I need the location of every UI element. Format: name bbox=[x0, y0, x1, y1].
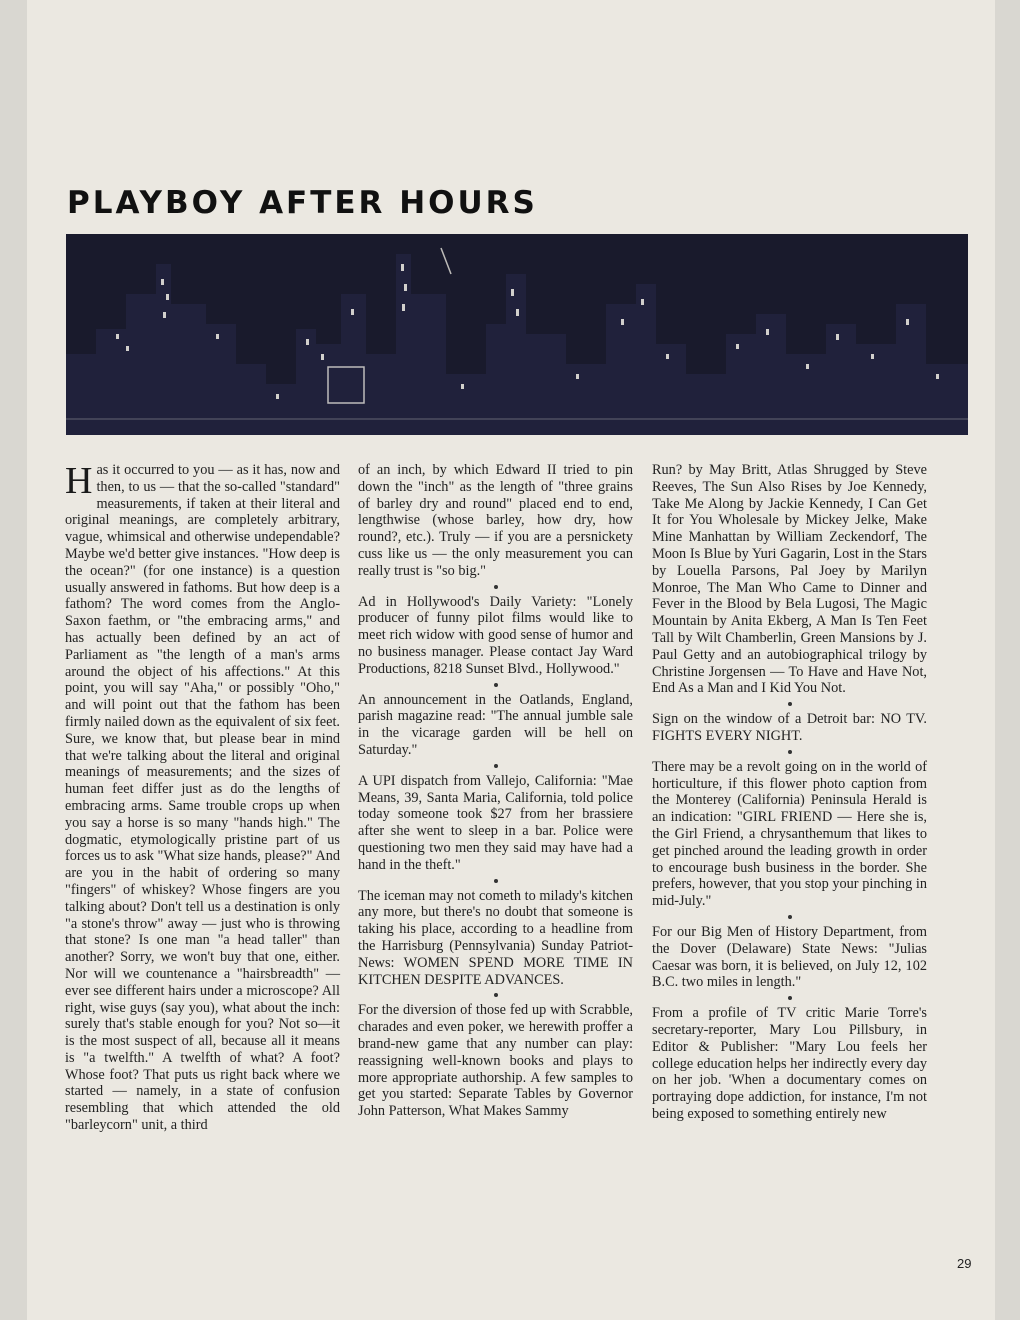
separator-dot bbox=[788, 996, 792, 1000]
page-number: 29 bbox=[957, 1256, 972, 1271]
article-column-3 bbox=[652, 462, 927, 1123]
paragraph-iceman: The iceman may not cometh to milady's kitchen any more, but there's no doubt that someone is taking his place, according to a headline from the Harrisburg (Pennsylvania) Sunday Patriot-News: WOMEN SPEND MORE TIME IN KITCHEN DESPITE ADVANCES. bbox=[358, 887, 633, 988]
separator-dot bbox=[494, 585, 498, 589]
paragraph-horticulture: There may be a revolt going on in the world of horticulture, if this flower photo caption from the Monterey (California) Peninsula Herald is an indication: "GIRL FRIEND — Here she is, the Girl Friend, a chrysanthemum that likes to get pinched around the leading growth in order to encourage bush business in the border. She prefers, however, that you stop your pinching in mid-July." bbox=[652, 758, 927, 910]
intro-text: as it occurred to you — as it has, now and then, to us — that the so-called "standard" measurements, if taken at their literal and original meanings, are completely arbitrary, vague, whimsical and otherwise undependable? Maybe we'd better give instances. "How deep is the ocean?" (for one instance) is a question usually answered in fathoms. But how deep is a fathom? The word comes from the Anglo-Saxon faethm, or "the embracing arms," and has actually been defined by an act of Parliament as "the length of a man's arms around the object of his affections." At this point, you will say "Aha," or possibly "Oho," and will point out that the fathom has been firmly nailed down as the equivalent of six feet. Sure, we know that, but please bear in mind that we're talking about the literal and original meanings of measurements; and the sizes of human feet differ just as do the lengths of embracing arms. Same trouble crops up when you say a horse is so many "hands high." The dogmatic, etymologically pristine part of us forces us to ask "What size hands, please?" And are you in the habit of ordering so many "fingers" of whiskey? Whose fingers are you talking about? Don't tell us a destination is only "a stone's throw" away — just who is throwing that stone? Is one man "a head taller" than another? Sorry, we won't buy that one, either. Nor will we countenance a "hairsbreadth" — ever see different hairs under a microscope? All right, wise guys (say you), what about the inch: surely that's stable enough for you? Not so—it is the most suspect of all, because all it means is "a twelfth." A twelfth of what? A foot? Whose foot? That puts us right back where we started — namely, in a state of confusion resembling that which attended the old "barleycorn" unit, a third bbox=[65, 462, 340, 1134]
paragraph-detroit-bar: Sign on the window of a Detroit bar: NO TV. FIGHTS EVERY NIGHT. bbox=[652, 711, 927, 744]
separator-dot bbox=[494, 764, 498, 768]
city-skyline-image bbox=[66, 234, 968, 435]
paragraph-oatlands: An announcement in the Oatlands, England, parish magazine read: "The annual jumble sale in the vicarage garden will be hell on Saturday." bbox=[358, 691, 633, 758]
separator-dot bbox=[494, 683, 498, 687]
intro-paragraph bbox=[65, 462, 340, 1134]
paragraph-big-men: For our Big Men of History Department, from the Dover (Delaware) State News: "Julias Caesar was born, it is believed, on July 12, 102 B.C. two miles in length." bbox=[652, 923, 927, 991]
skyline-illustration bbox=[66, 234, 968, 435]
paragraph-upi-dispatch: A UPI dispatch from Vallejo, California: "Mae Means, 39, Santa Maria, California, told police today someone took $27 from her brassiere after she went to sleep in a bar. Police were questioning two men they said may have had a hand in the theft." bbox=[358, 772, 633, 873]
paragraph-book-list: Run? by May Britt, Atlas Shrugged by Steve Reeves, The Sun Also Rises by Joe Kennedy, Take Me Along by Jackie Kennedy, I Can Get It for You Wholesale by Mickey Jelke, Make Mine Manhattan by William Zeckendorf, The Moon Is Blue by Yuri Gagarin, Lost in the Stars by Louella Parsons, Pal Joey by Marilyn Monroe, The Man Who Came to Dinner and Fever in the Blood by Bela Lugosi, The Magic Mountain by Anita Ekberg, A Man Is Ten Feet Tall by Wilt Chamberlin, Green Mansions by J. Paul Getty and an autobiographical trilogy by Christine Jorgensen — To Have and Have Not, End As a Man and I Kid You Not. bbox=[652, 462, 927, 697]
paragraph-book-game: For the diversion of those fed up with Scrabble, charades and even poker, we herewith proffer a brand-new game that any number can play: reassigning well-known books and plays to more appropriate authorship. A few samples to get you started: Separate Tables by Governor John Patterson, What Makes Sammy bbox=[358, 1002, 633, 1120]
separator-dot bbox=[494, 993, 498, 997]
paragraph-daily-variety: Ad in Hollywood's Daily Variety: "Lonely producer of funny pilot films would like to meet rich widow with good sense of humor and no business manager. Please contact Jay Ward Productions, 8218 Sunset Blvd., Hollywood." bbox=[358, 593, 633, 677]
paragraph-barleycorn: of an inch, by which Edward II tried to pin down the "inch" as the length of "three grains of barley dry and round" placed end to end, lengthwise (whose barley, how dry, how round?, etc.). Truly — if you are a persnickety cuss like us — the only measurement you can really trust is "so big." bbox=[358, 462, 633, 579]
page-title: PLAYBOY AFTER HOURS bbox=[67, 185, 538, 221]
article-column-1 bbox=[65, 462, 340, 1134]
separator-dot bbox=[788, 702, 792, 706]
separator-dot bbox=[494, 879, 498, 883]
separator-dot bbox=[788, 750, 792, 754]
drop-cap: H bbox=[65, 460, 93, 502]
article-column-2 bbox=[358, 462, 633, 1120]
paragraph-marie-torre: From a profile of TV critic Marie Torre's secretary-reporter, Mary Lou Pillsbury, in Editor & Publisher: "Mary Lou feels her college education helps her indirectly every day on her job. 'When a documentary comes on portraying dope addiction, for instance, I'm not being exposed to something entirely new bbox=[652, 1005, 927, 1122]
separator-dot bbox=[788, 915, 792, 919]
magazine-page bbox=[27, 0, 995, 1320]
